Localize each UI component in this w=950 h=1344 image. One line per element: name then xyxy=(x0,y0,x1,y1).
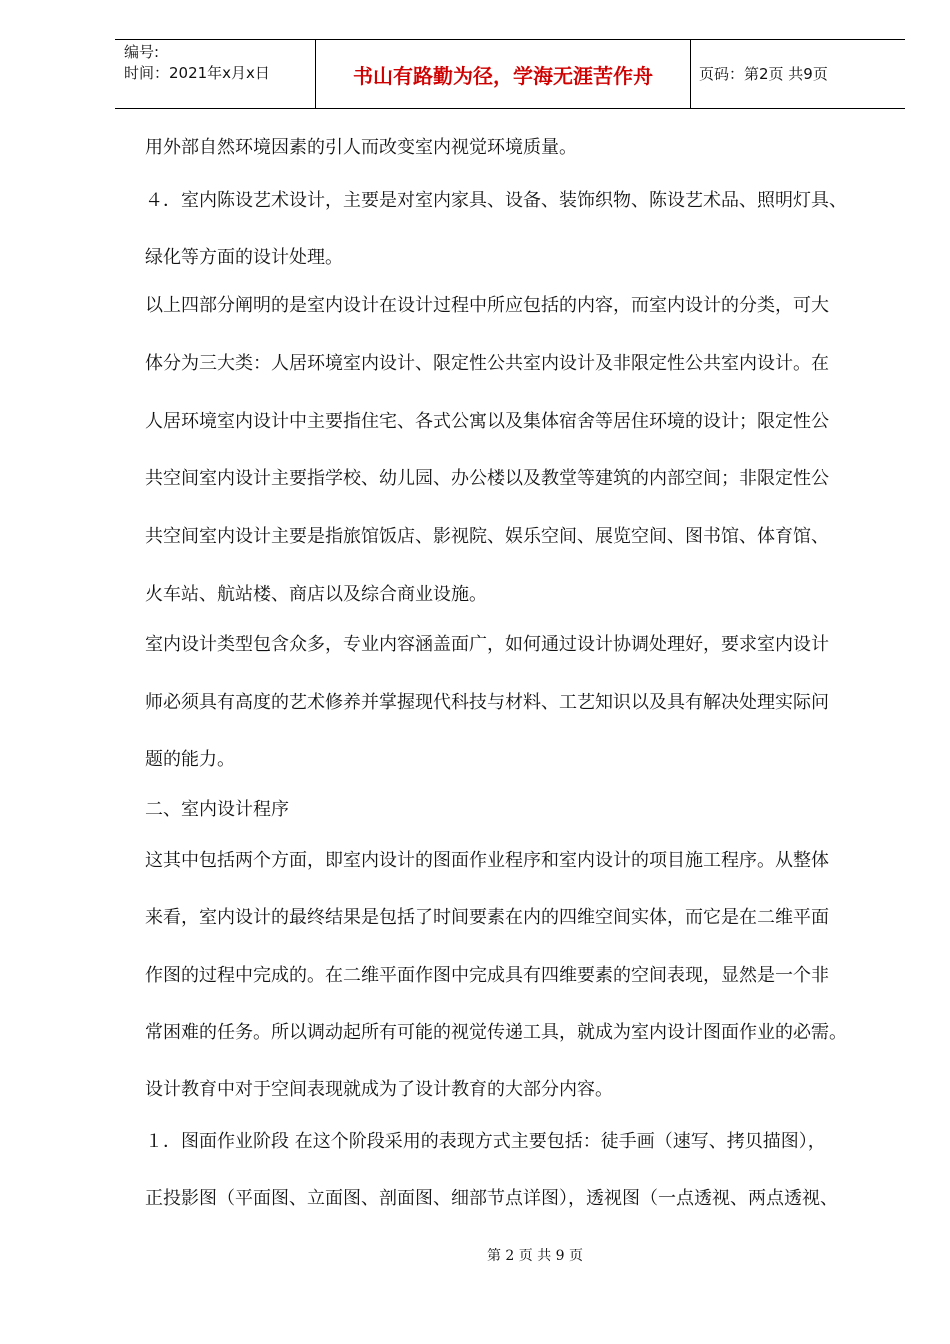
body-line: 室内设计类型包含众多，专业内容涵盖面广，如何通过设计协调处理好，要求室内设计 xyxy=(145,634,829,655)
body-line: 火车站、航站楼、商店以及综合商业设施。 xyxy=(145,584,487,605)
body-line: 来看，室内设计的最终结果是包括了时间要素在内的四维空间实体，而它是在二维平面 xyxy=(145,907,829,928)
header-page-cell xyxy=(690,40,905,108)
page-footer: 第 2 页 共 9 页 xyxy=(486,1248,584,1264)
body-line: 设计教育中对于空间表现就成为了设计教育的大部分内容。 xyxy=(145,1079,613,1100)
body-line: 作图的过程中完成的。在二维平面作图中完成具有四维要素的空间表现，显然是一个非 xyxy=(145,965,829,986)
body-line: 常困难的任务。所以调动起所有可能的视觉传递工具，就成为室内设计图面作业的必需。 xyxy=(145,1022,847,1043)
body-line: 这其中包括两个方面，即室内设计的图面作业程序和室内设计的项目施工程序。从整体 xyxy=(145,850,829,871)
body-line: 正投影图（平面图、立面图、剖面图、细部节点详图），透视图（一点透视、两点透视、 xyxy=(145,1188,838,1209)
body-line: 题的能力。 xyxy=(145,749,235,770)
header-motto-cell xyxy=(315,40,691,108)
body-line: 以上四部分阐明的是室内设计在设计过程中所应包括的内容，而室内设计的分类，可大 xyxy=(145,295,829,316)
page-label: 页码：第2页 共9页 xyxy=(699,65,828,83)
header-info-cell xyxy=(115,40,315,108)
body-line: 师必须具有高度的艺术修养并掌握现代科技与材料、工艺知识以及具有解决处理实际问 xyxy=(145,692,829,713)
body-line: ４．室内陈设艺术设计，主要是对室内家具、设备、装饰织物、陈设艺术品、照明灯具、 xyxy=(145,190,847,211)
number-label: 编号: xyxy=(124,43,160,61)
section-heading: 二、室内设计程序 xyxy=(145,799,289,820)
body-line: 体分为三大类：人居环境室内设计、限定性公共室内设计及非限定性公共室内设计。在 xyxy=(145,353,829,374)
body-line: １．图面作业阶段 在这个阶段采用的表现方式主要包括：徒手画（速写、拷贝描图）， xyxy=(145,1131,826,1152)
body-line: 用外部自然环境因素的引人而改变室内视觉环境质量。 xyxy=(145,137,577,158)
body-line: 绿化等方面的设计处理。 xyxy=(145,247,343,268)
body-line: 共空间室内设计主要是指旅馆饭店、影视院、娱乐空间、展览空间、图书馆、体育馆、 xyxy=(145,526,829,547)
date-label: 时间：2021年x月x日 xyxy=(124,64,270,82)
body-line: 人居环境室内设计中主要指住宅、各式公寓以及集体宿舍等居住环境的设计；限定性公 xyxy=(145,411,829,432)
page-header xyxy=(115,39,905,109)
body-line: 共空间室内设计主要指学校、幼儿园、办公楼以及教堂等建筑的内部空间；非限定性公 xyxy=(145,468,829,489)
motto: 书山有路勤为径，学海无涯苦作舟 xyxy=(353,64,653,88)
